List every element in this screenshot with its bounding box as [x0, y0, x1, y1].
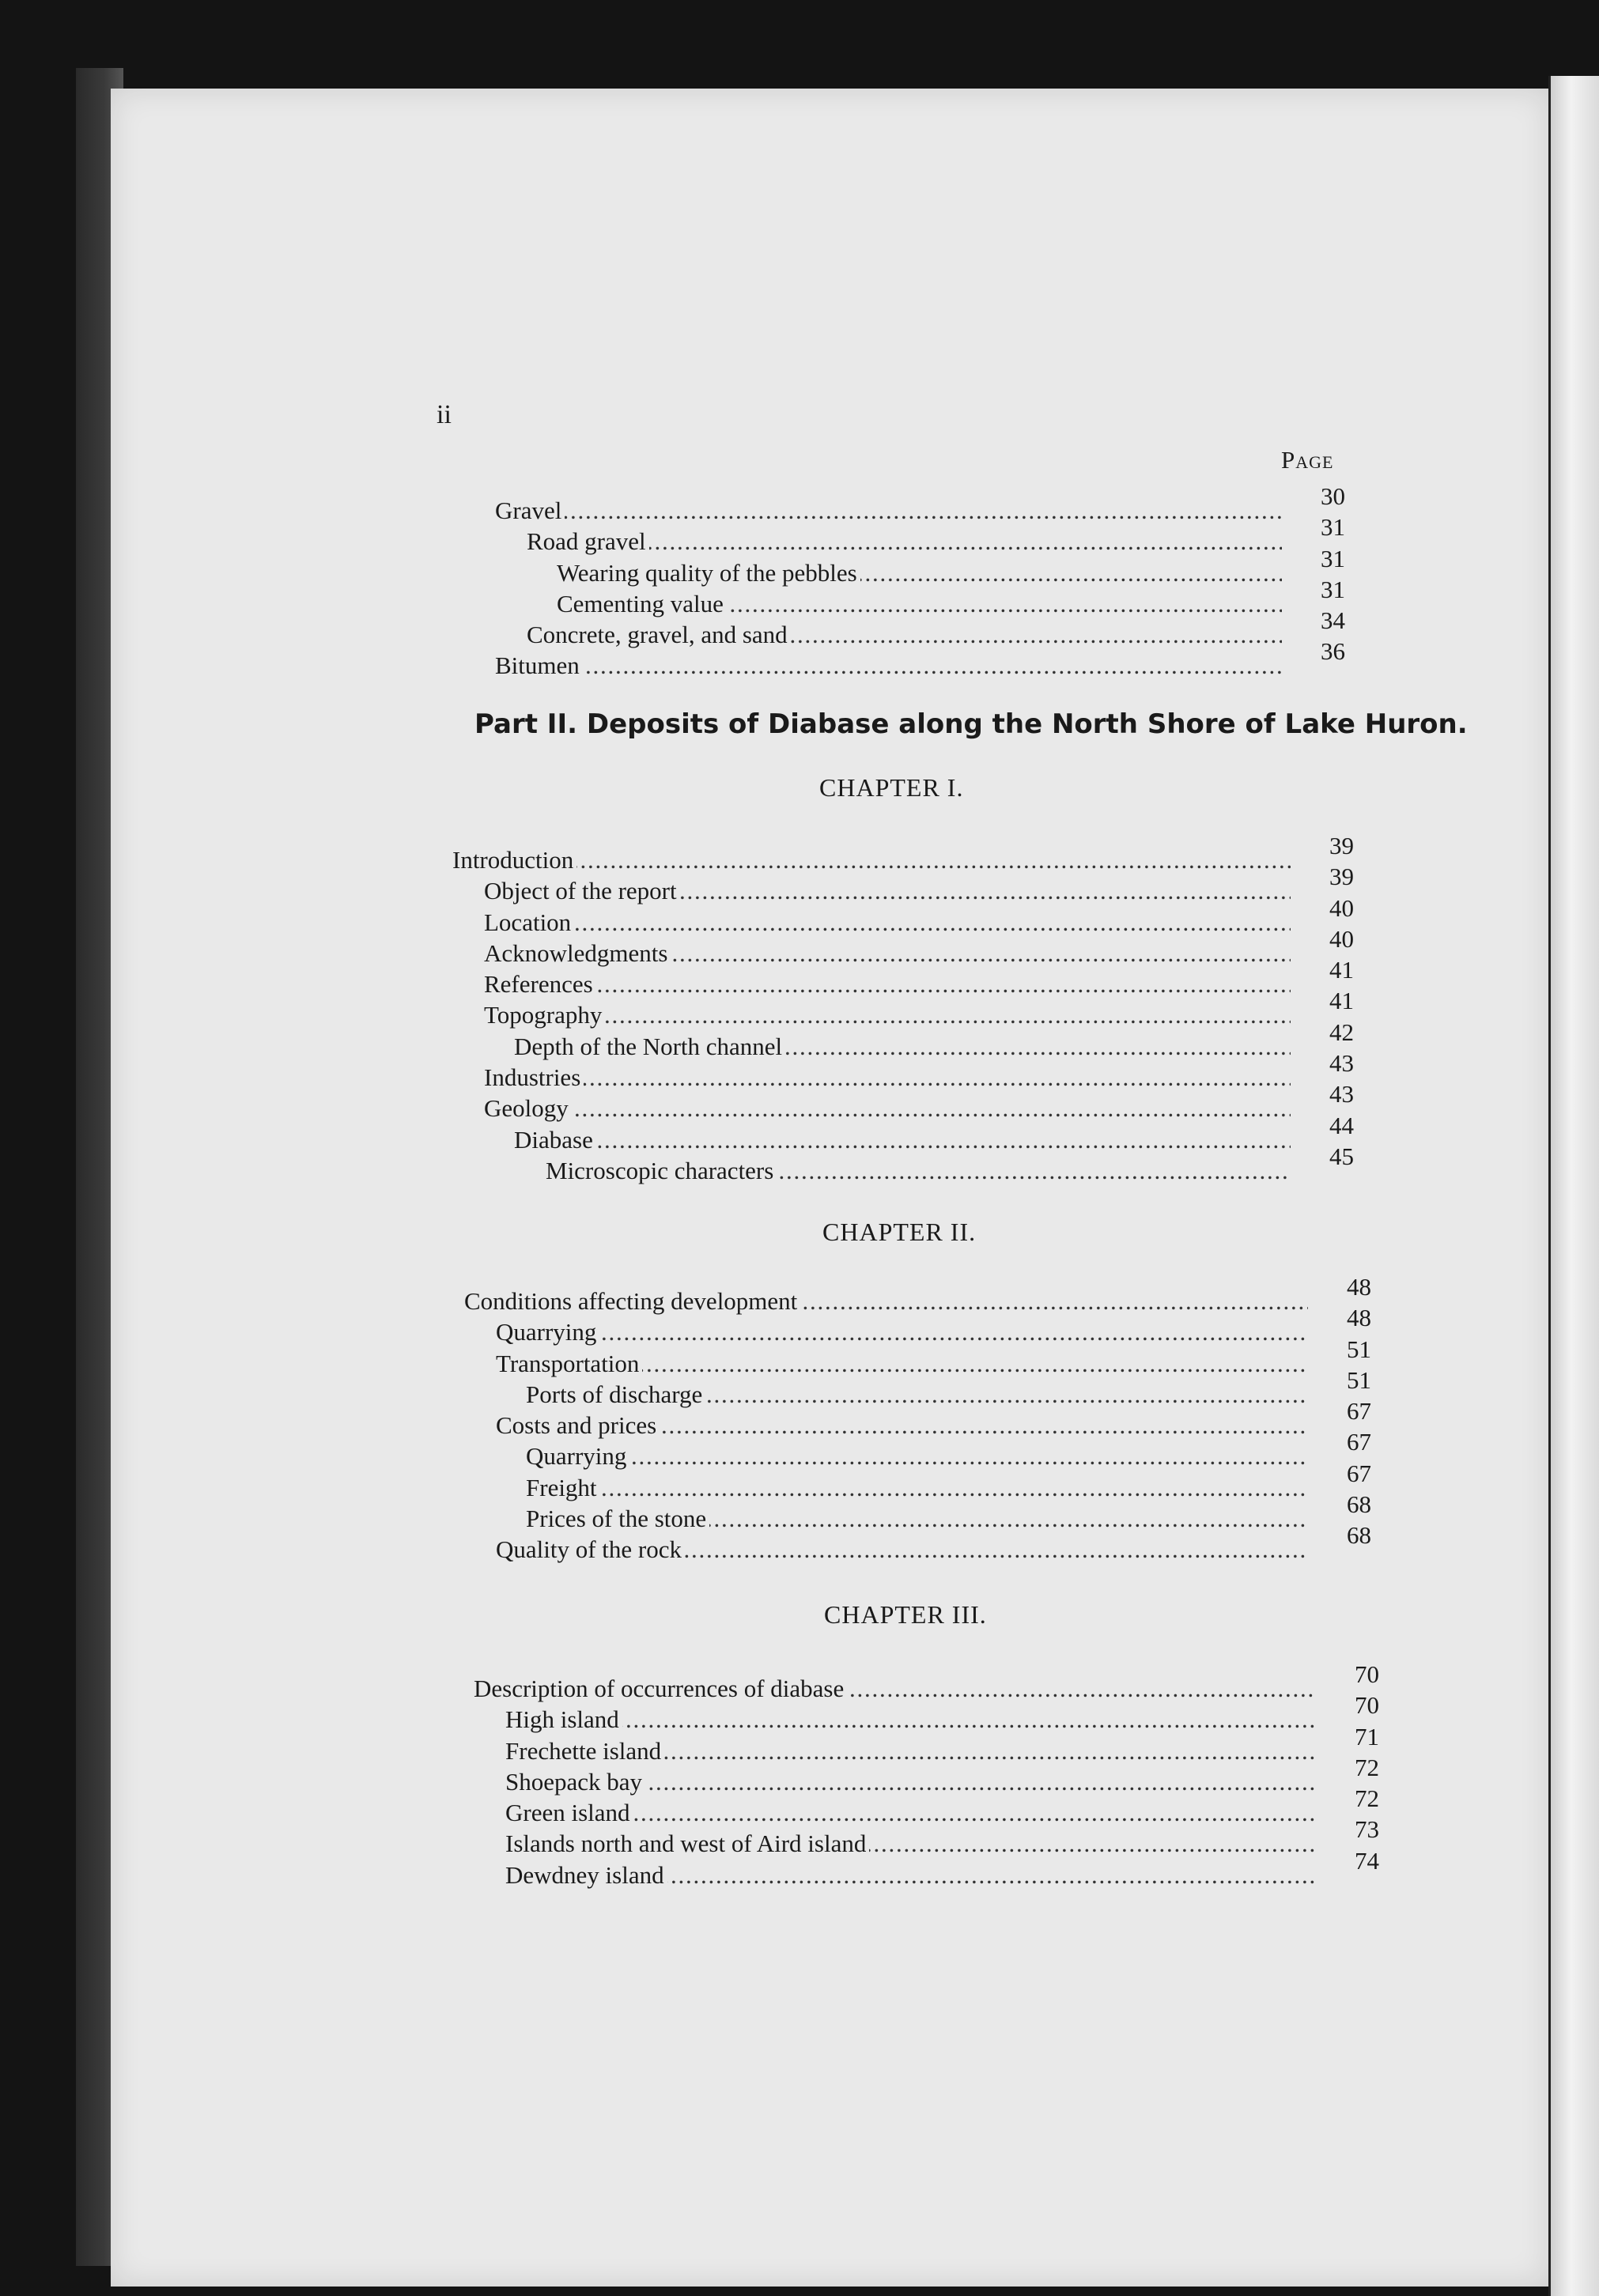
toc-entry	[495, 513, 1345, 557]
toc-entry-label: High island	[505, 1705, 622, 1733]
toc-entry-page-number: 42	[1329, 1018, 1354, 1046]
chapter-title: CHAPTER II.	[822, 1218, 977, 1246]
toc-entry-leader	[484, 999, 1291, 1030]
toc-entry-label: Object of the report	[484, 877, 680, 904]
toc-entry-leader	[527, 526, 1282, 557]
toc-entry	[452, 924, 1354, 969]
toc-entry-page-number: 70	[1355, 1691, 1379, 1720]
toc-entry-label: Costs and prices	[496, 1411, 660, 1439]
toc-entry	[464, 1365, 1371, 1410]
toc-entry-leader	[495, 650, 1282, 681]
toc-entry	[452, 893, 1354, 938]
toc-entry-label: Introduction	[452, 846, 576, 874]
toc-entry-label: Prices of the stone	[526, 1505, 709, 1532]
toc-entry-label: Quality of the rock	[496, 1535, 685, 1563]
toc-entry-leader	[546, 1155, 1291, 1186]
chapter-title: CHAPTER III.	[824, 1600, 987, 1629]
toc-entry-leader	[464, 1286, 1308, 1316]
toc-entry-leader	[495, 495, 1282, 526]
toc-entry	[452, 956, 1354, 999]
toc-entry	[452, 1142, 1354, 1186]
toc-entry-page-number: 36	[1321, 637, 1345, 666]
toc-entry-leader	[484, 969, 1291, 999]
toc-entry-page-number: 41	[1329, 987, 1354, 1015]
toc-entry-page-number: 70	[1355, 1660, 1379, 1688]
toc-entry-page-number: 48	[1347, 1273, 1371, 1301]
toc-entry-label: Geology	[484, 1094, 572, 1122]
toc-entry-label: Freight	[526, 1474, 600, 1501]
toc-entry-label: Location	[484, 908, 574, 936]
toc-entry-leader	[496, 1316, 1308, 1347]
toc-entry-page-number: 72	[1355, 1753, 1379, 1781]
toc-entry	[474, 1660, 1379, 1704]
toc-entry-page-number: 67	[1347, 1459, 1371, 1487]
toc-entry-page-number: 43	[1329, 1080, 1354, 1108]
toc-entry-label: Acknowledgments	[484, 939, 671, 967]
toc-entry	[464, 1304, 1371, 1347]
toc-section-gravel	[495, 482, 1345, 682]
toc-entry	[474, 1753, 1379, 1797]
toc-entry	[452, 987, 1354, 1030]
toc-entry	[474, 1846, 1379, 1890]
toc-entry	[495, 606, 1345, 650]
toc-entry	[464, 1335, 1371, 1379]
toc-entry-leader	[484, 907, 1291, 938]
toc-entry-label: References	[484, 970, 596, 998]
toc-entry-leader	[514, 1124, 1291, 1155]
toc-entry-label: Depth of the North channel	[514, 1033, 785, 1060]
toc-entry-leader	[527, 619, 1282, 650]
toc-entry	[452, 832, 1354, 875]
toc-entry	[452, 1018, 1354, 1062]
toc-entry-leader	[557, 557, 1282, 588]
toc-entry-leader	[505, 1735, 1316, 1766]
toc-entry-leader	[484, 1062, 1291, 1093]
toc-entry	[464, 1490, 1371, 1534]
toc-entry-label: Bitumen	[495, 651, 583, 679]
toc-entry-leader	[526, 1472, 1308, 1503]
toc-entry-page-number: 34	[1321, 606, 1345, 635]
toc-chapter-3	[474, 1660, 1379, 1890]
toc-entry-leader	[474, 1673, 1316, 1704]
toc-entry-leader	[505, 1766, 1316, 1797]
page-column-heading: Page	[1281, 446, 1334, 474]
toc-entry-label: Concrete, gravel, and sand	[527, 621, 791, 648]
toc-entry-label: Islands north and west of Aird island	[505, 1830, 869, 1857]
toc-entry-page-number: 73	[1355, 1815, 1379, 1844]
toc-entry-label: Microscopic characters	[546, 1157, 777, 1184]
toc-entry-page-number: 31	[1321, 544, 1345, 572]
toc-entry-page-number: 51	[1347, 1335, 1371, 1363]
toc-entry-page-number: 44	[1329, 1111, 1354, 1139]
toc-entry-label: Shoepack bay	[505, 1768, 645, 1796]
toc-entry-label: Industries	[484, 1063, 584, 1091]
toc-entry-page-number: 67	[1347, 1428, 1371, 1456]
toc-entry-label: Wearing quality of the pebbles	[557, 559, 860, 587]
toc-entry	[464, 1273, 1371, 1316]
toc-entry-label: Quarrying	[496, 1318, 599, 1346]
toc-entry-label: Transportation	[496, 1350, 642, 1377]
toc-entry-leader	[484, 1093, 1291, 1123]
toc-entry-page-number: 39	[1329, 863, 1354, 891]
page-folio: ii	[437, 400, 452, 429]
toc-entry-leader	[526, 1441, 1308, 1471]
toc-entry	[464, 1397, 1371, 1441]
toc-entry	[452, 1080, 1354, 1123]
toc-entry-label: Quarrying	[526, 1442, 629, 1470]
toc-entry-label: Cementing value	[557, 590, 727, 617]
toc-entry-leader	[496, 1348, 1308, 1379]
toc-entry-leader	[505, 1797, 1316, 1828]
toc-entry-leader	[505, 1860, 1316, 1890]
toc-entry	[464, 1459, 1371, 1503]
toc-entry-page-number: 43	[1329, 1049, 1354, 1078]
toc-entry	[464, 1521, 1371, 1565]
toc-entry-label: Dewdney island	[505, 1861, 667, 1889]
chapter-title: CHAPTER I.	[819, 773, 964, 802]
toc-entry-label: Diabase	[514, 1126, 596, 1154]
toc-entry	[474, 1722, 1379, 1766]
toc-entry	[474, 1691, 1379, 1735]
toc-entry-page-number: 48	[1347, 1304, 1371, 1332]
toc-entry	[474, 1784, 1379, 1828]
toc-entry	[495, 575, 1345, 619]
toc-entry-leader	[505, 1704, 1316, 1735]
toc-entry	[474, 1815, 1379, 1859]
toc-entry-leader	[514, 1031, 1291, 1062]
toc-entry-label: Gravel	[495, 497, 565, 524]
toc-entry-label: Green island	[505, 1799, 633, 1826]
toc-entry	[452, 1049, 1354, 1093]
toc-entry-leader	[452, 844, 1291, 875]
toc-entry-label: Description of occurrences of diabase	[474, 1675, 847, 1702]
toc-entry-label: Conditions affecting development	[464, 1287, 800, 1315]
toc-entry-page-number: 74	[1355, 1846, 1379, 1875]
toc-entry-page-number: 40	[1329, 893, 1354, 922]
toc-entry	[495, 482, 1345, 526]
toc-entry	[452, 863, 1354, 906]
toc-entry-page-number: 40	[1329, 924, 1354, 953]
toc-entry-leader	[496, 1410, 1308, 1441]
toc-entry-label: Frechette island	[505, 1737, 664, 1765]
toc-entry-label: Topography	[484, 1001, 605, 1029]
toc-entry-page-number: 39	[1329, 832, 1354, 859]
part-heading: Part II. Deposits of Diabase along the North Shore of Lake Huron.	[474, 708, 1468, 740]
toc-entry-page-number: 41	[1329, 956, 1354, 984]
toc-entry-leader	[526, 1379, 1308, 1410]
toc-entry-page-number: 31	[1321, 575, 1345, 603]
toc-entry-label: Ports of discharge	[526, 1380, 705, 1408]
toc-entry-leader	[526, 1503, 1308, 1534]
toc-entry-page-number: 45	[1329, 1142, 1354, 1170]
toc-entry-page-number: 31	[1321, 513, 1345, 542]
toc-entry-page-number: 71	[1355, 1722, 1379, 1750]
toc-entry-label: Road gravel	[527, 527, 649, 555]
toc-entry-leader	[484, 875, 1291, 906]
toc-chapter-2	[464, 1273, 1371, 1565]
toc-entry-page-number: 68	[1347, 1521, 1371, 1550]
toc-entry-page-number: 51	[1347, 1365, 1371, 1394]
toc-chapter-1	[452, 832, 1354, 1186]
toc-entry-page-number: 68	[1347, 1490, 1371, 1519]
toc-entry	[452, 1111, 1354, 1155]
toc-entry-page-number: 72	[1355, 1784, 1379, 1813]
toc-entry-leader	[496, 1534, 1308, 1565]
toc-entry-leader	[505, 1828, 1316, 1859]
toc-entry-leader	[484, 938, 1291, 969]
toc-entry-page-number: 30	[1321, 482, 1345, 510]
toc-entry	[495, 637, 1345, 681]
toc-entry-page-number: 67	[1347, 1397, 1371, 1426]
toc-entry	[495, 544, 1345, 588]
toc-entry-leader	[557, 588, 1282, 619]
toc-entry	[464, 1428, 1371, 1471]
